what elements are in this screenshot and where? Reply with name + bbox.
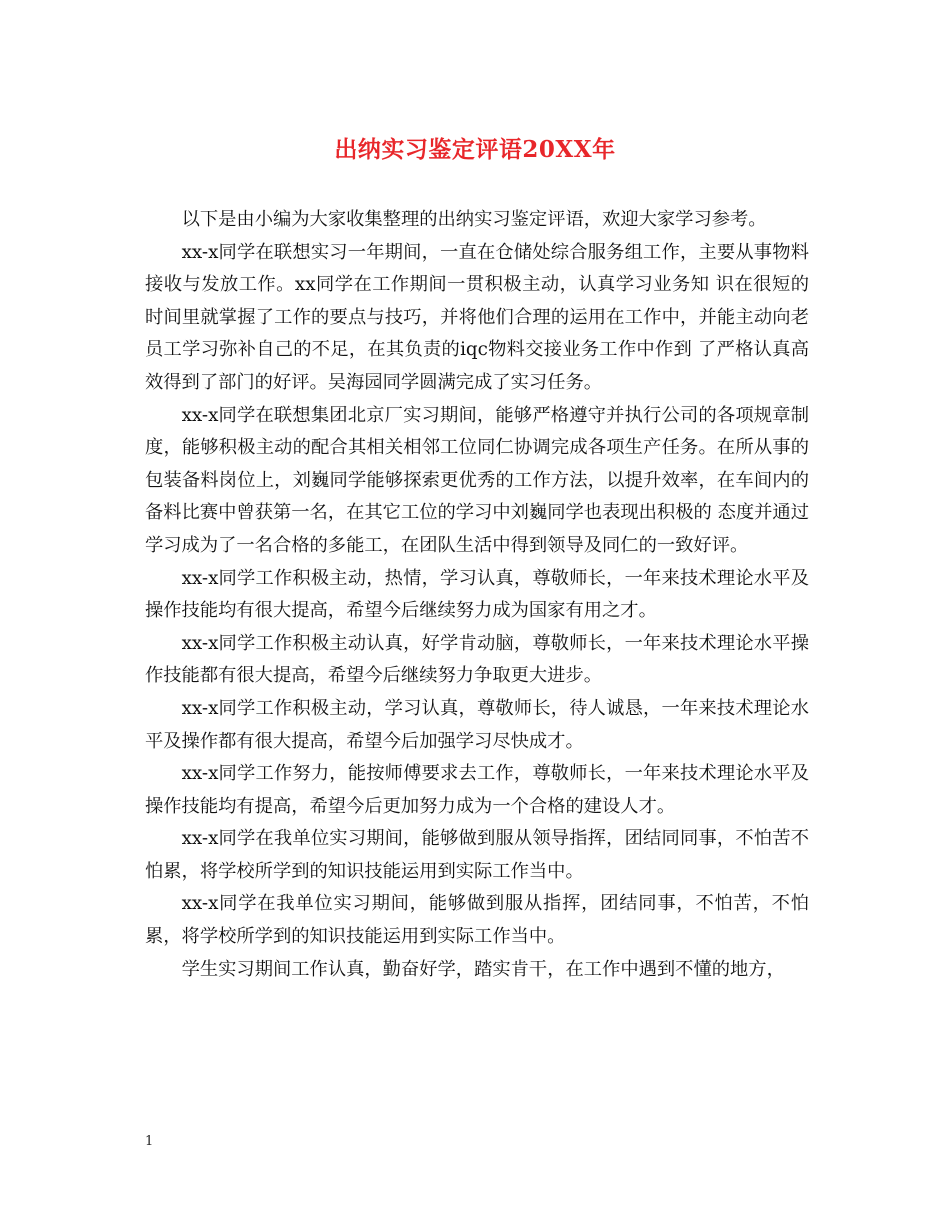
page-number: 1 [145,1134,154,1149]
paragraph-intro: 以下是由小编为大家收集整理的出纳实习鉴定评语，欢迎大家学习参考。 [181,209,767,230]
document-body [145,204,809,986]
paragraph: xx-x同学工作积极主动，学习认真，尊敬师长，待人诚恳，一年来技术理论水平及操作都有很大提高，希望今后加强学习尽快成才。 [145,697,809,752]
paragraph: xx-x同学在我单位实习期间，能够做到服从领导指挥，团结同同事，不怕苦不怕累，将学校所学到的知识技能运用到实际工作当中。 [145,828,809,882]
paragraph: xx-x同学在我单位实习期间，能够做到服从指挥，团结同事，不怕苦，不怕累，将学校所学到的知识技能运用到实际工作当中。 [145,893,809,948]
paragraph: xx-x同学工作积极主动认真，好学肯动脑，尊敬师长，一年来技术理论水平操作技能都有很大提高，希望今后继续努力争取更大进步。 [145,632,809,687]
paragraph: xx-x同学工作努力，能按师傅要求去工作，尊敬师长，一年来技术理论水平及操作技能均有提高，希望今后更加努力成为一个合格的建设人才。 [145,763,809,817]
paragraph: xx-x同学工作积极主动，热情，学习认真，尊敬师长，一年来技术理论水平及操作技能均有很大提高，希望今后继续努力成为国家有用之才。 [145,567,809,622]
paragraph: xx-x同学在联想实习一年期间，一直在仓储处综合服务组工作，主要从事物料接收与发放工作。xx同学在工作期间一贯积极主动，认真学习业务知 识在很短的时间里就掌握了工作的要点与技巧，并将他们合理的运用在工作中，并能主动向老员工学习弥补自己的不足，在其负责的iqc物料交接业务工作中作到 了严格认真高效得到了部门的好评。吴海园同学圆满完成了实习任务。 [145,241,809,393]
paragraph: xx-x同学在联想集团北京厂实习期间，能够严格遵守并执行公司的各项规章制度，能够积极主动的配合其相关相邻工位同仁协调完成各项生产任务。在所从事的包装备料岗位上，刘巍同学能够探索更优秀的工作方法，以提升效率，在车间内的备料比赛中曾获第一名，在其它工位的学习中刘巍同学也表现出积极的 态度并通过学习成为了一名合格的多能工，在团队生活中得到领导及同仁的一致好评。 [145,404,809,556]
document-title: 出纳实习鉴定评语20XX年 [334,136,616,163]
paragraph: 学生实习期间工作认真，勤奋好学，踏实肯干，在工作中遇到不懂的地方， [181,958,785,980]
